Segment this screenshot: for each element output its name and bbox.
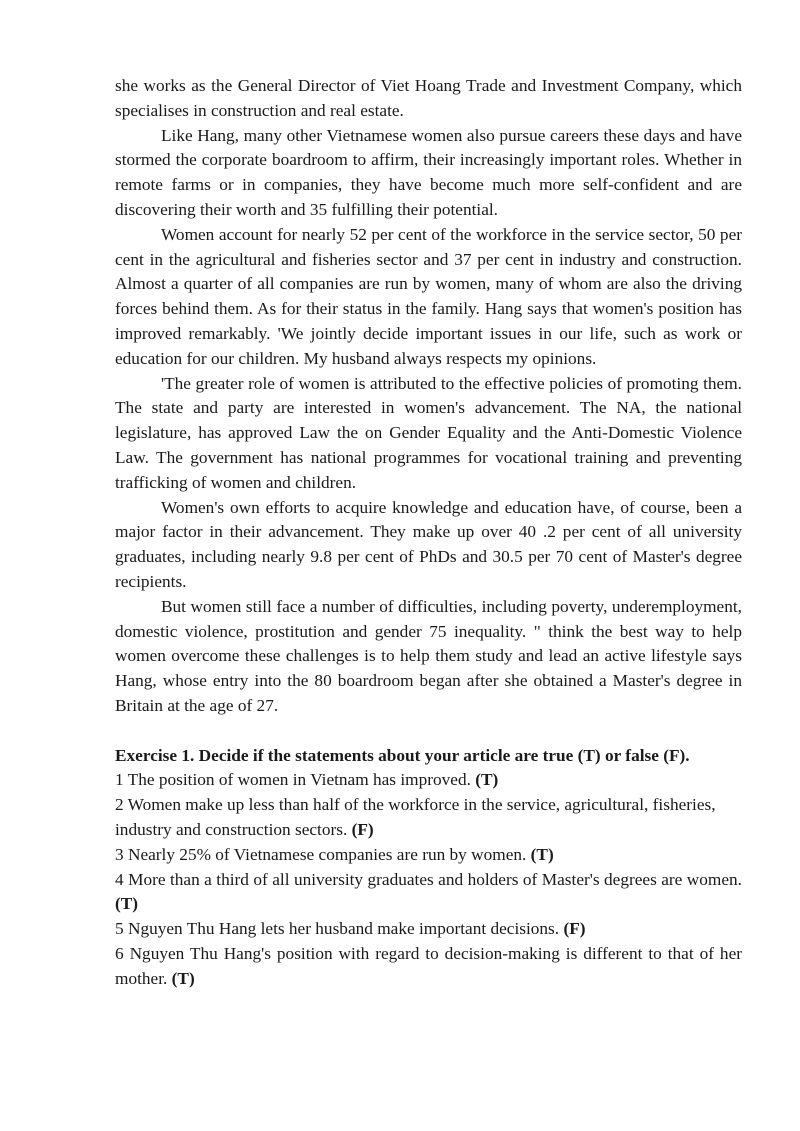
paragraph-continuation: she works as the General Director of Viet Hoang Trade and Investment Company, which specialises in construction and real estate. [115,76,742,120]
exercise-item-4 [115,868,742,918]
statement-text: 5 Nguyen Thu Hang lets her husband make important decisions. [115,919,560,939]
answer-label: (T) [115,894,139,914]
exercise-item-5 [115,917,742,942]
paragraph-difficulties: But women still face a number of difficulties, including poverty, underemployment, domestic violence, prostitution and gender 75 inequality. " think the best way to help women overcome these challenges is to help them study and lead an active lifestyle says Hang, whose entry into the 80 boardroom began after she obtained a Master's degree in Britain at the age of 27. [115,596,742,715]
statement-text: 3 Nearly 25% of Vietnamese companies are run by women. [115,844,527,864]
exercise-item-3 [115,843,742,868]
exercise-item-1 [115,768,742,793]
statement-text: 4 More than a third of all university graduates and holders of Master's degrees are women. [115,869,742,889]
statement-text: 2 Women make up less than half of the workforce in the service, agricultural, fisheries, industry and construction sectors. [115,795,716,839]
statement-text: 6 Nguyen Thu Hang's position with regard to decision-making is different to that of her mother. [115,943,742,988]
paragraph-education: Women's own efforts to acquire knowledge and education have, of course, been a major factor in their advancement. They make up over 40 .2 per cent of all university graduates, including nearly 9.8 per cent of PhDs and 30.5 per 70 cent of Master's degree recipients. [115,497,742,591]
exercise-item-2 [115,793,742,843]
paragraph-workforce: Women account for nearly 52 per cent of the workforce in the service sector, 50 per cent in the agricultural and fisheries sector and 37 per cent in industry and construction. Almost a quarter of all companies are run by women, many of whom are also the driving forces behind them. As for their status in the family. Hang says that women's position has improved remarkably. 'We jointly decide important issues in our life, such as work or education for our children. My husband always respects my opinions. [115,224,742,368]
exercise-title: Exercise 1. Decide if the statements about your article are true (T) or false (F). [115,745,690,765]
paragraph-careers: Like Hang, many other Vietnamese women also pursue careers these days and have stormed the corporate boardroom to affirm, their increasingly important roles. Whether in remote farms or in companies, they have become much more self-confident and are discovering their worth and 35 fulfilling their potential. [115,125,742,219]
exercise-item-6 [115,942,742,992]
answer-label: (T) [475,770,499,790]
statement-text: 1 The position of women in Vietnam has improved. [115,770,471,790]
answer-label: (T) [530,844,554,864]
paragraph-policies: 'The greater role of women is attributed to the effective policies of promoting them. The state and party are interested in women's advancement. The NA, the national legislature, has approved Law the on Gender Equality and the Anti-Domestic Violence Law. The government has national programmes for vocational training and preventing trafficking of women and children. [115,373,742,492]
answer-label: (T) [171,968,195,988]
answer-label: (F) [351,819,374,839]
answer-label: (F) [563,919,586,939]
